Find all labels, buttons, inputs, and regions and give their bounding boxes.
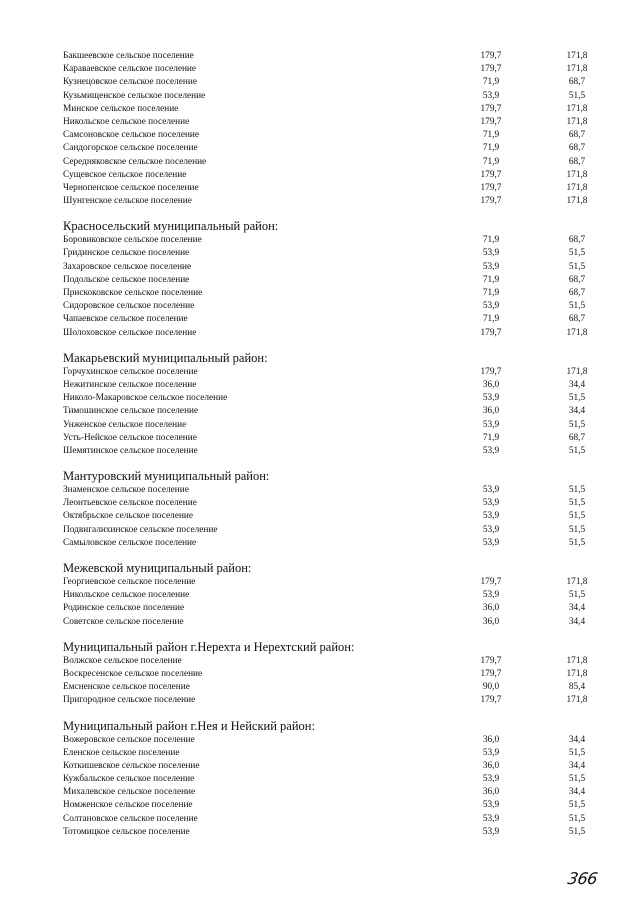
- table-row: [63, 366, 593, 379]
- table-row: [63, 116, 593, 129]
- value-1: 53,9: [482, 826, 500, 837]
- value-1: 53,9: [482, 511, 500, 522]
- value-2: 171,8: [566, 103, 588, 114]
- value-2: 51,5: [568, 590, 586, 601]
- value-1: 53,9: [482, 301, 500, 312]
- table-row: [63, 287, 593, 300]
- table-row: [63, 392, 593, 405]
- settlement-name: Усть-Нейское сельское поселение: [63, 432, 197, 443]
- table-row: [63, 90, 593, 103]
- settlement-name: Горчухинское сельское поселение: [63, 366, 198, 377]
- settlement-name: Николо-Макаровское сельское поселение: [63, 393, 228, 404]
- value-1: 179,7: [480, 655, 502, 666]
- district-heading: Муниципальный район г.Нерехта и Нерехтский район:: [63, 639, 355, 654]
- table-row: [63, 813, 593, 826]
- table-row: [63, 234, 593, 247]
- value-1: 53,9: [482, 747, 500, 758]
- settlement-name: Бакшеевское сельское поселение: [63, 51, 194, 61]
- value-2: 171,8: [566, 116, 588, 127]
- settlement-name: Шолоховское сельское поселение: [63, 327, 197, 338]
- settlement-name: Тимошинское сельское поселение: [63, 406, 199, 417]
- settlement-name: Боровиковское сельское поселение: [63, 235, 202, 246]
- value-1: 71,9: [482, 288, 500, 298]
- settlement-name: Георгиевское сельское поселение: [63, 577, 196, 587]
- table-row: [63, 786, 593, 799]
- table-row: [63, 195, 593, 208]
- table-row: [63, 405, 593, 418]
- value-2: 171,8: [566, 366, 588, 377]
- value-2: 51,5: [568, 524, 586, 535]
- table-row: [63, 510, 593, 523]
- table-row: [63, 313, 593, 326]
- document-body: [63, 50, 593, 839]
- value-1: 53,9: [482, 485, 500, 496]
- settlement-name: Самсоновское сельское поселение: [63, 130, 200, 141]
- settlement-name: Шунгенское сельское поселение: [63, 196, 192, 207]
- section: [63, 719, 593, 840]
- value-2: 34,4: [568, 379, 586, 390]
- settlement-name: Унженское сельское поселение: [63, 419, 187, 430]
- value-1: 71,9: [482, 274, 500, 285]
- value-2: 171,8: [566, 182, 588, 193]
- value-2: 171,8: [566, 577, 588, 587]
- table-row: [63, 142, 593, 155]
- settlement-name: Каравaевское сельское поселение: [63, 64, 197, 75]
- settlement-name: Леонтьевское сельское поселение: [63, 498, 197, 509]
- settlement-name: Михалевское сельское поселение: [63, 787, 196, 798]
- settlement-name: Коткишевское сельское поселение: [63, 760, 200, 771]
- value-2: 51,5: [568, 511, 586, 522]
- value-1: 53,9: [482, 261, 500, 272]
- value-2: 68,7: [568, 432, 586, 443]
- value-2: 171,8: [566, 655, 588, 666]
- value-1: 179,7: [480, 577, 502, 587]
- value-1: 179,7: [480, 327, 502, 338]
- value-2: 34,4: [568, 616, 586, 627]
- settlement-name: Нежитинское сельское поселение: [63, 379, 197, 390]
- value-1: 53,9: [482, 537, 500, 548]
- value-2: 51,5: [568, 301, 586, 312]
- value-2: 171,8: [566, 64, 588, 75]
- value-1: 179,7: [480, 196, 502, 207]
- value-1: 179,7: [480, 103, 502, 114]
- table-row: [63, 63, 593, 76]
- value-2: 171,8: [566, 327, 588, 338]
- value-2: 34,4: [568, 734, 586, 745]
- settlement-name: Захаровское сельское поселение: [63, 261, 192, 272]
- value-1: 71,9: [482, 235, 500, 246]
- table-row: [63, 602, 593, 615]
- value-2: 68,7: [568, 156, 586, 167]
- value-2: 68,7: [568, 235, 586, 246]
- settlement-name: Солтановское сельское поселение: [63, 813, 198, 824]
- settlement-name: Середняковское сельское поселение: [63, 156, 207, 167]
- table-row: [63, 445, 593, 458]
- value-2: 51,5: [568, 90, 586, 101]
- table-row: [63, 76, 593, 89]
- value-1: 53,9: [482, 419, 500, 430]
- value-1: 90,0: [482, 682, 500, 693]
- value-2: 68,7: [568, 77, 586, 88]
- value-2: 68,7: [568, 130, 586, 141]
- settlement-name: Номженское сельское поселение: [63, 800, 193, 811]
- settlement-name: Волжское сельское поселение: [63, 655, 182, 666]
- value-2: 34,4: [568, 406, 586, 417]
- table-row: [63, 169, 593, 182]
- value-2: 51,5: [568, 419, 586, 430]
- table-row: [63, 760, 593, 773]
- settlement-name: Воскресенское сельское поселение: [63, 668, 203, 679]
- value-1: 36,0: [482, 406, 500, 417]
- table-row: [63, 419, 593, 432]
- table-row: [63, 576, 593, 589]
- settlement-name: Октябрьское сельское поселение: [63, 511, 194, 522]
- table-row: [63, 655, 593, 668]
- settlement-name: Тотомицкое сельское поселение: [63, 826, 190, 837]
- section: [63, 561, 593, 629]
- table-row: [63, 524, 593, 537]
- settlement-name: Еленское сельское поселение: [63, 747, 180, 758]
- table-row: [63, 694, 593, 707]
- value-1: 36,0: [482, 787, 500, 798]
- value-1: 36,0: [482, 603, 500, 614]
- value-2: 51,5: [568, 826, 586, 837]
- value-2: 34,4: [568, 760, 586, 771]
- table-row: [63, 182, 593, 195]
- settlement-name: Советское сельское поселение: [63, 616, 184, 627]
- settlement-name: Кузьмищенское сельское поселение: [63, 90, 206, 101]
- table-row: [63, 668, 593, 681]
- table-row: [63, 589, 593, 602]
- value-1: 179,7: [480, 695, 502, 706]
- table-row: [63, 379, 593, 392]
- value-1: 53,9: [482, 393, 500, 404]
- settlement-name: Прискоковское сельское поселение: [63, 288, 203, 298]
- district-heading: Мантуровский муниципальный район:: [63, 469, 270, 484]
- settlement-name: Шемятинское сельское поселение: [63, 445, 198, 456]
- section: [63, 469, 593, 550]
- value-2: 51,5: [568, 393, 586, 404]
- page-number: 366: [566, 869, 599, 888]
- table-row: [63, 681, 593, 694]
- value-1: 53,9: [482, 813, 500, 824]
- section: [63, 351, 593, 458]
- value-1: 179,7: [480, 182, 502, 193]
- value-1: 179,7: [480, 169, 502, 180]
- value-1: 36,0: [482, 760, 500, 771]
- value-2: 51,5: [568, 248, 586, 259]
- value-1: 179,7: [480, 366, 502, 377]
- district-heading: Макарьевский муниципальный район:: [63, 350, 268, 365]
- value-1: 71,9: [482, 156, 500, 167]
- value-1: 179,7: [480, 51, 502, 61]
- settlement-name: Чернопенское сельское поселение: [63, 182, 199, 193]
- settlement-name: Подольское сельское поселение: [63, 274, 190, 285]
- settlement-name: Гридинское сельское поселение: [63, 248, 190, 259]
- value-2: 51,5: [568, 445, 586, 456]
- value-1: 36,0: [482, 734, 500, 745]
- settlement-name: Емсненское сельское поселение: [63, 682, 190, 693]
- value-1: 53,9: [482, 498, 500, 509]
- settlement-name: Сущевское сельское поселение: [63, 169, 187, 180]
- value-1: 179,7: [480, 668, 502, 679]
- settlement-name: Подвигалихинское сельское поселение: [63, 524, 218, 535]
- table-row: [63, 484, 593, 497]
- value-2: 51,5: [568, 800, 586, 811]
- table-row: [63, 799, 593, 812]
- value-1: 179,7: [480, 116, 502, 127]
- section: [63, 640, 593, 708]
- value-2: 171,8: [566, 196, 588, 207]
- section: [63, 219, 593, 340]
- value-2: 51,5: [568, 813, 586, 824]
- value-2: 171,8: [566, 668, 588, 679]
- value-1: 53,9: [482, 774, 500, 785]
- settlement-name: Вожеровское сельское поселение: [63, 734, 195, 745]
- value-2: 51,5: [568, 537, 586, 548]
- table-row: [63, 50, 593, 63]
- value-1: 53,9: [482, 90, 500, 101]
- value-2: 51,5: [568, 498, 586, 509]
- district-heading: Муниципальный район г.Нея и Нейский район:: [63, 718, 315, 733]
- value-1: 71,9: [482, 77, 500, 88]
- value-2: 171,8: [566, 169, 588, 180]
- table-row: [63, 274, 593, 287]
- table-row: [63, 497, 593, 510]
- settlement-name: Самыловское сельское поселение: [63, 537, 197, 548]
- value-2: 68,7: [568, 314, 586, 325]
- settlement-name: Чапаевское сельское поселение: [63, 314, 188, 325]
- value-1: 36,0: [482, 616, 500, 627]
- value-2: 34,4: [568, 603, 586, 614]
- value-2: 51,5: [568, 485, 586, 496]
- value-1: 71,9: [482, 432, 500, 443]
- value-1: 53,9: [482, 590, 500, 601]
- value-1: 36,0: [482, 379, 500, 390]
- value-1: 71,9: [482, 130, 500, 141]
- settlement-name: Сандогорское сельское поселение: [63, 143, 198, 154]
- table-row: [63, 300, 593, 313]
- section: [63, 50, 593, 208]
- value-2: 85,4: [568, 682, 586, 693]
- settlement-name: Никольское сельское поселение: [63, 116, 190, 127]
- table-row: [63, 747, 593, 760]
- value-1: 53,9: [482, 800, 500, 811]
- value-2: 34,4: [568, 787, 586, 798]
- table-row: [63, 826, 593, 839]
- settlement-name: Родинское сельское поселение: [63, 603, 185, 614]
- district-heading: Межевской муниципальный район:: [63, 561, 252, 575]
- table-row: [63, 327, 593, 340]
- value-2: 68,7: [568, 143, 586, 154]
- value-2: 51,5: [568, 747, 586, 758]
- table-row: [63, 432, 593, 445]
- table-row: [63, 247, 593, 260]
- value-1: 53,9: [482, 524, 500, 535]
- value-1: 71,9: [482, 314, 500, 325]
- value-2: 51,5: [568, 774, 586, 785]
- settlement-name: Никольское сельское поселение: [63, 590, 190, 601]
- value-2: 171,8: [566, 695, 588, 706]
- value-1: 71,9: [482, 143, 500, 154]
- table-row: [63, 773, 593, 786]
- district-heading: Красносельский муниципальный район:: [63, 219, 279, 234]
- value-2: 68,7: [568, 288, 586, 298]
- table-row: [63, 103, 593, 116]
- value-1: 53,9: [482, 248, 500, 259]
- table-row: [63, 156, 593, 169]
- table-row: [63, 261, 593, 274]
- table-row: [63, 537, 593, 550]
- settlement-name: Кужбальское сельское поселение: [63, 774, 195, 785]
- table-row: [63, 734, 593, 747]
- table-row: [63, 616, 593, 629]
- value-2: 171,8: [566, 51, 588, 61]
- table-row: [63, 129, 593, 142]
- settlement-name: Знаменское сельское поселение: [63, 485, 189, 496]
- value-1: 179,7: [480, 64, 502, 75]
- value-2: 51,5: [568, 261, 586, 272]
- settlement-name: Минское сельское поселение: [63, 103, 179, 114]
- value-1: 53,9: [482, 445, 500, 456]
- settlement-name: Кузнецовское сельское поселение: [63, 77, 197, 88]
- settlement-name: Пригородное сельское поселение: [63, 695, 196, 706]
- value-2: 68,7: [568, 274, 586, 285]
- settlement-name: Сидоровское сельское поселение: [63, 301, 195, 312]
